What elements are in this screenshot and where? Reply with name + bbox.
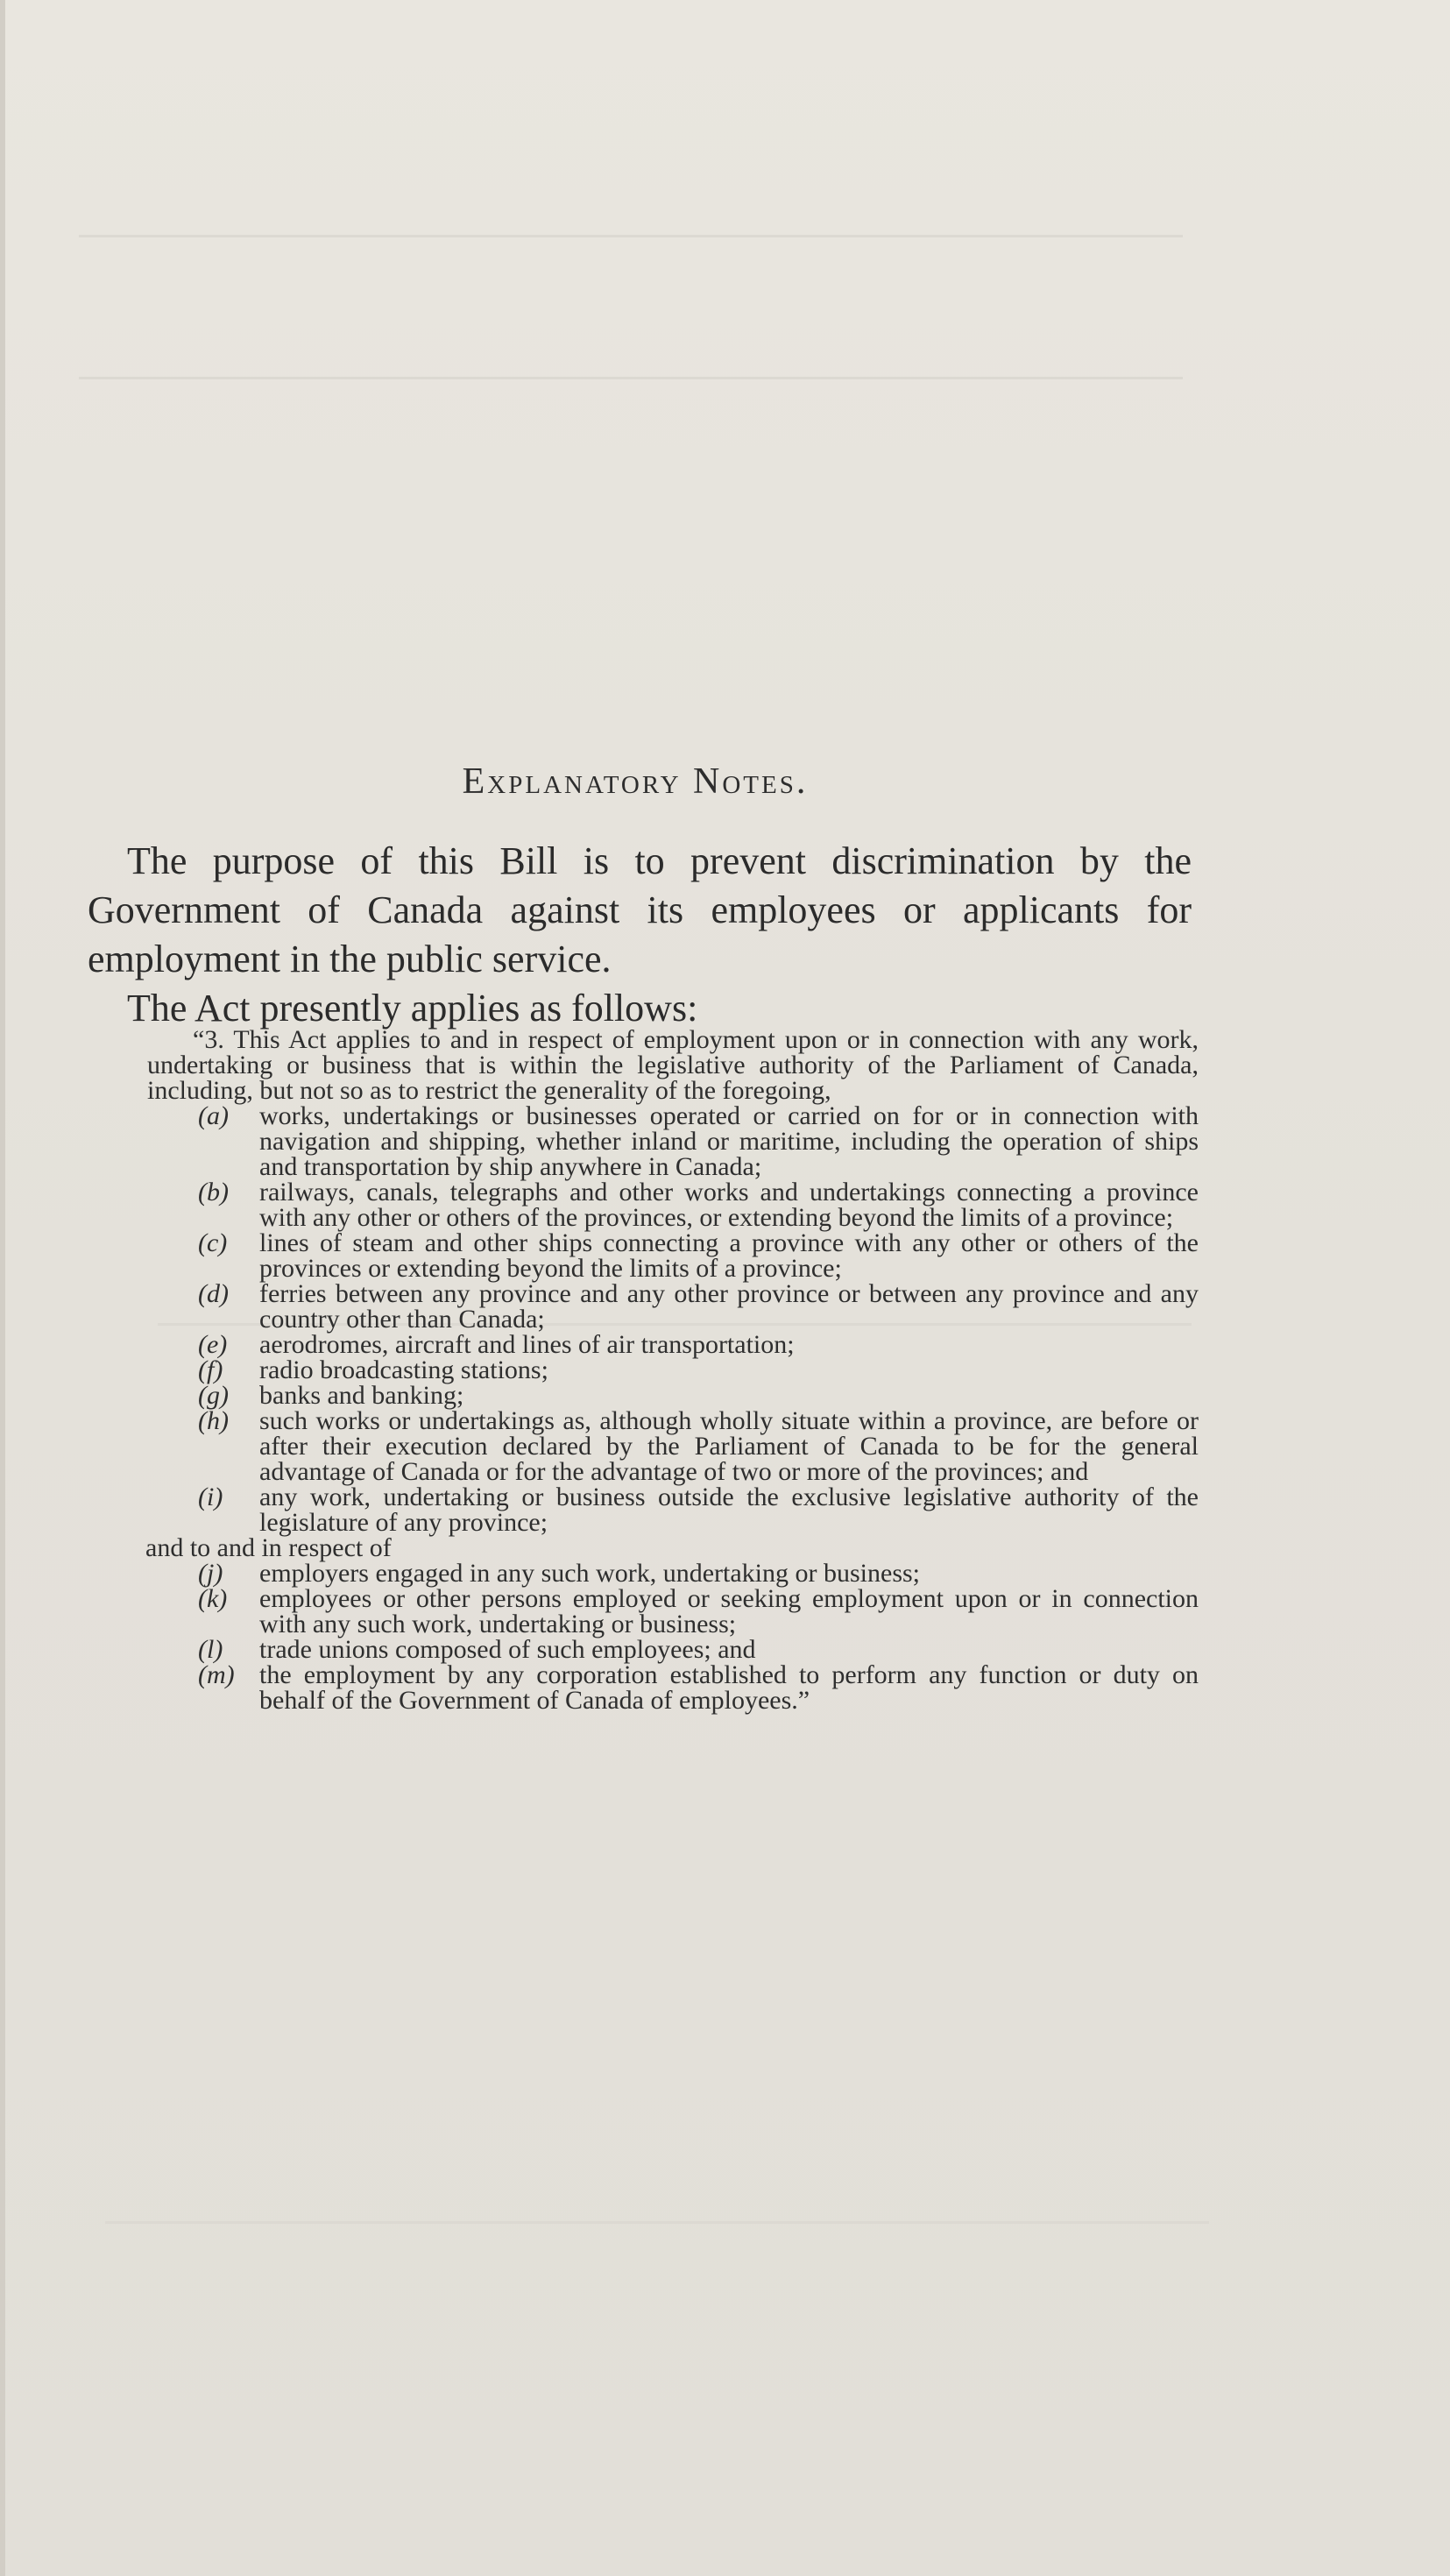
list-item xyxy=(147,1586,1199,1637)
item-label: (a) xyxy=(198,1101,229,1130)
section-paragraph: “3. This Act applies to and in respect of employment upon or in connection with any work, undertaking or business that is within the legislative authority of the Parliament of Canada, including, but not so as to restrict the generality of the foregoing, xyxy=(147,1025,1199,1105)
item-text: works, undertakings or businesses operated or carried on for or in connection with navigation and shipping, whether inland or maritime, including the operation of ships and transportation by ship anywhere in Canada; xyxy=(259,1101,1199,1181)
list-item xyxy=(147,1332,1199,1357)
list-item xyxy=(147,1484,1199,1535)
item-label: (l) xyxy=(198,1635,223,1664)
list-item xyxy=(147,1357,1199,1383)
intro-block xyxy=(88,837,1192,1033)
item-text: any work, undertaking or business outside the exclusive legislative authority of the legislature of any province; xyxy=(259,1483,1199,1537)
bleed-rule xyxy=(79,235,1183,237)
list-item xyxy=(147,1662,1199,1713)
item-label: (m) xyxy=(198,1660,235,1689)
item-text: employees or other persons employed or seeking employment upon or in connection with any such work, undertaking or business; xyxy=(259,1584,1199,1638)
item-label: (f) xyxy=(198,1355,223,1384)
list-item xyxy=(147,1560,1199,1586)
list-item xyxy=(147,1408,1199,1484)
item-text: banks and banking; xyxy=(259,1381,464,1410)
lead-paragraph: The Act presently applies as follows: xyxy=(127,987,698,1030)
list-item xyxy=(147,1637,1199,1662)
list-item xyxy=(147,1179,1199,1230)
item-text: ferries between any province and any other province or between any province and any country other than Canada; xyxy=(259,1279,1199,1334)
item-text: the employment by any corporation established to perform any function or duty on behalf of the Government of Canada of employees.” xyxy=(259,1660,1199,1715)
purpose-paragraph: The purpose of this Bill is to prevent discrimination by the Government of Canada against its employees or applicants for employment in the public service. xyxy=(88,839,1192,980)
list-item xyxy=(147,1383,1199,1408)
item-text: aerodromes, aircraft and lines of air transportation; xyxy=(259,1330,795,1359)
item-label: (e) xyxy=(198,1330,228,1359)
list-item xyxy=(147,1103,1199,1179)
item-text: railways, canals, telegraphs and other works and undertakings connecting a province with any other or others of the provinces, or extending beyond the limits of a province; xyxy=(259,1178,1199,1232)
item-label: (d) xyxy=(198,1279,229,1308)
quoted-section xyxy=(147,1027,1199,1713)
item-label: (k) xyxy=(198,1584,228,1613)
page-edge xyxy=(0,0,5,2576)
list-item xyxy=(147,1281,1199,1332)
bleed-rule xyxy=(105,2221,1209,2224)
item-text: employers engaged in any such work, undertaking or business; xyxy=(259,1559,920,1588)
item-label: (h) xyxy=(198,1406,229,1435)
item-label: (g) xyxy=(198,1381,229,1410)
bleed-rule xyxy=(79,377,1183,379)
item-text: radio broadcasting stations; xyxy=(259,1355,548,1384)
and-to-line: and to and in respect of xyxy=(145,1533,392,1562)
item-label: (c) xyxy=(198,1228,228,1257)
item-label: (b) xyxy=(198,1178,229,1207)
list-item xyxy=(147,1230,1199,1281)
item-label: (i) xyxy=(198,1483,223,1511)
item-label: (j) xyxy=(198,1559,223,1588)
item-text: lines of steam and other ships connecting a province with any other or others of the provinces or extending beyond the limits of a province; xyxy=(259,1228,1199,1283)
item-text: trade unions composed of such employees; and xyxy=(259,1635,756,1664)
item-text: such works or undertakings as, although wholly situate within a province, are before or after their execution declared by the Parliament of Canada to be for the general advantage of Canada or for the advantage of two or more of the provinces; and xyxy=(259,1406,1199,1486)
page-title: Explanatory Notes. xyxy=(462,761,809,802)
